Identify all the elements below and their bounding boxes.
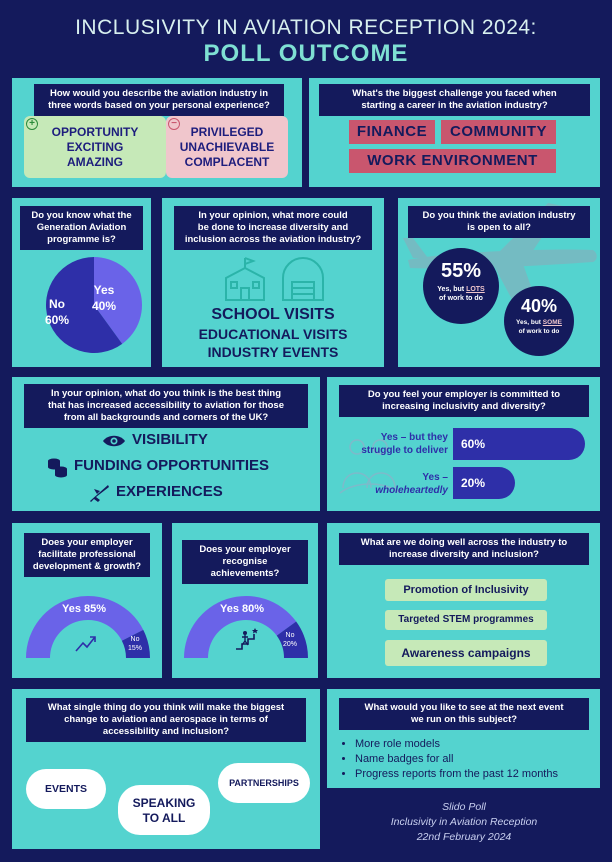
q10-question-line2: increase diversity and inclusion? — [389, 549, 539, 560]
q7-question — [339, 385, 589, 417]
positive-word: EXCITING — [66, 140, 124, 154]
q6-question-line3: from all backgrounds and corners of the UK? — [63, 412, 269, 423]
q2-panel — [309, 78, 600, 187]
q11-question-line1: What single thing do you think will make the biggest — [47, 702, 285, 713]
q7-a-label-line1: Yes – but they — [380, 432, 448, 443]
q5-a-text-pre: Yes, but — [437, 286, 465, 293]
q5-b-text-pre: Yes, but — [516, 319, 541, 326]
q2-question-line2: starting a career in the aviation industry? — [361, 100, 548, 111]
q12-question — [339, 698, 589, 730]
q3-question-line3: programme is? — [47, 234, 116, 245]
positive-word: AMAZING — [67, 155, 123, 169]
q9-panel — [172, 523, 318, 678]
q7-a-label — [361, 431, 448, 457]
q10-question — [339, 533, 589, 565]
q7-bar-b: 20% — [453, 467, 515, 499]
q5-question-line2: is open to all? — [467, 222, 531, 233]
q8-gauge — [12, 523, 162, 678]
q10-question-line1: What are we doing well across the industry to — [360, 537, 568, 548]
footer — [328, 800, 600, 845]
q9-no-value: 20% — [283, 641, 298, 648]
cloud-speaking-line1: SPEAKING — [132, 796, 196, 810]
q5-circle-b — [504, 286, 574, 356]
q6-answer: VISIBILITY — [132, 431, 208, 448]
negative-word: PRIVILEGED — [190, 125, 264, 139]
q5-b-value: 40% — [520, 296, 558, 316]
airplane-small-icon — [88, 483, 110, 503]
q6-question — [24, 384, 308, 428]
page-subtitle: POLL OUTCOME — [203, 40, 409, 67]
q6-panel — [12, 377, 320, 511]
q8-question-line2: facilitate professional — [38, 549, 136, 560]
q4-question — [174, 206, 372, 250]
q5-b-text — [504, 318, 574, 336]
challenge-tag: WORK ENVIRONMENT — [349, 149, 556, 173]
q4-question-line1: In your opinion, what more could — [198, 210, 348, 221]
positive-words-box — [24, 116, 166, 178]
q4-question-line3: inclusion across the aviation industry? — [184, 234, 362, 245]
minus-icon: − — [168, 118, 180, 130]
q12-panel — [327, 689, 600, 788]
q2-question-line1: What's the biggest challenge you faced when — [352, 88, 557, 99]
q2-question — [319, 84, 590, 116]
q9-gauge — [172, 523, 318, 678]
positive-word: OPPORTUNITY — [51, 125, 139, 139]
q12-question-line1: What would you like to see at the next event — [364, 702, 564, 713]
q3-question-line1: Do you know what the — [31, 210, 132, 221]
pie-yes-value: 40% — [92, 299, 117, 313]
growth-arrow-icon — [74, 633, 98, 653]
q5-circle-a — [423, 248, 499, 324]
q1-panel — [12, 78, 302, 187]
q10-panel — [327, 523, 600, 678]
hangar-icon — [280, 256, 326, 302]
q5-question — [408, 206, 590, 238]
q10-answer: Targeted STEM programmes — [385, 610, 547, 630]
q7-question-line1: Do you feel your employer is committed to — [367, 389, 561, 400]
q6-question-line2: that has increased accessibility to aviation for those — [48, 400, 284, 411]
q3-pie-chart — [12, 198, 151, 367]
school-icon — [222, 256, 268, 302]
q9-yes-label: Yes 80% — [220, 603, 265, 615]
q7-a-label-line2: struggle to deliver — [361, 445, 448, 456]
q7-b-label-line1: Yes – — [422, 472, 448, 483]
q7-bar-a: 60% — [453, 428, 585, 460]
q11-panel — [12, 689, 320, 849]
negative-words-box — [166, 116, 288, 178]
cloud-speaking-line2: TO ALL — [142, 811, 186, 825]
footer-line1: Slido Poll — [442, 801, 486, 813]
q5-b-text-post: of work to do — [518, 328, 560, 335]
eye-icon — [102, 433, 126, 449]
list-item: • More role models — [355, 737, 558, 752]
q1-question-line2: three words based on your personal experience? — [48, 100, 270, 111]
q1-question — [34, 84, 284, 116]
q5-a-value: 55% — [440, 260, 482, 282]
footer-line3: 22nd February 2024 — [416, 831, 512, 843]
q11-question — [26, 698, 306, 742]
q7-panel — [327, 377, 600, 511]
negative-word: UNACHIEVABLE — [179, 140, 275, 154]
q8-no-label — [128, 635, 142, 653]
q8-yes-label: Yes 85% — [62, 603, 107, 615]
q4-answer: EDUCATIONAL VISITS — [198, 326, 348, 342]
q8-question-line3: development & growth? — [32, 561, 142, 572]
q9-question-line2: recognise achievements? — [210, 556, 280, 579]
q5-a-text — [423, 285, 499, 303]
q6-answer: FUNDING OPPORTUNITIES — [74, 457, 270, 474]
pie-no-name: No — [49, 297, 66, 311]
q4-panel — [162, 198, 384, 367]
pie-no-value: 60% — [45, 313, 70, 327]
achievement-stairs-icon — [234, 627, 260, 651]
cloud-speaking — [118, 785, 210, 835]
q5-panel — [398, 198, 600, 367]
pie-yes-text — [92, 282, 116, 314]
q12-question-line2: we run on this subject? — [410, 714, 518, 725]
pie-yes-name: Yes — [93, 283, 115, 297]
challenge-tag: FINANCE — [349, 120, 435, 144]
q5-a-text-emph: LOTS — [466, 286, 485, 293]
q4-answer: INDUSTRY EVENTS — [207, 344, 339, 360]
negative-word: COMPLACENT — [184, 155, 270, 169]
q7-b-label — [375, 471, 448, 497]
cloud-partnerships: PARTNERSHIPS — [218, 763, 310, 803]
q8-no-name: No — [130, 636, 140, 643]
q12-bullet-list — [355, 737, 558, 782]
q5-question-line1: Do you think the aviation industry — [422, 210, 576, 221]
q11-question-line2: change to aviation and aerospace in terms of — [64, 714, 268, 725]
q9-question-line1: Does your employer — [199, 544, 291, 555]
list-item: • Progress reports from the past 12 months — [355, 767, 558, 782]
q6-answer: EXPERIENCES — [116, 483, 223, 500]
pie-no-text — [45, 296, 69, 328]
q7-question-line2: increasing inclusivity and diversity? — [382, 401, 546, 412]
cloud-events: EVENTS — [26, 769, 106, 809]
page-title: INCLUSIVITY IN AVIATION RECEPTION 2024: — [75, 16, 537, 39]
list-item: • Name badges for all — [355, 752, 558, 767]
q9-no-label — [283, 631, 297, 649]
q10-answer: Promotion of Inclusivity — [385, 579, 547, 601]
q8-panel — [12, 523, 162, 678]
q6-question-line1: In your opinion, what do you think is the best thing — [50, 388, 282, 399]
q3-panel — [12, 198, 151, 367]
q5-b-text-emph: SOME — [542, 319, 562, 326]
q8-question-line1: Does your employer — [41, 537, 133, 548]
q4-question-line2: be done to increase diversity and — [197, 222, 349, 233]
q9-no-name: No — [285, 632, 295, 639]
q11-question-line3: accessibility and inclusion? — [102, 726, 230, 737]
q4-answer: SCHOOL VISITS — [211, 306, 335, 323]
q3-question-programme: Generation Aviation — [36, 222, 127, 233]
q10-answer: Awareness campaigns — [385, 640, 547, 666]
q5-a-text-post: of work to do — [439, 295, 483, 302]
challenge-tag: COMMUNITY — [441, 120, 556, 144]
q1-question-line1: How would you describe the aviation industry in — [50, 88, 268, 99]
plus-icon: + — [26, 118, 38, 130]
q8-no-value: 15% — [128, 645, 143, 652]
footer-line2: Inclusivity in Aviation Reception — [390, 816, 538, 828]
coins-icon — [46, 456, 68, 478]
q7-b-label-line2: wholeheartedly — [375, 485, 448, 496]
